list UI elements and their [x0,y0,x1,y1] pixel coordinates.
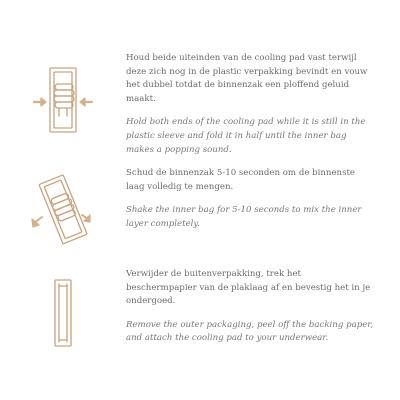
step-1-english: Hold both ends of the cooling pad while it is still in the plastic sleeve and fold it in half until the inner bag makes a popping sound. [126,117,366,155]
shake-pad-icon [28,173,98,253]
step-2-text [126,167,374,231]
step-2-dutch: Schud de binnenzak 5-10 seconden om de binnenste laag volledig te mengen. [126,168,356,192]
step-3-text [126,268,374,346]
fold-pad-icon [28,64,98,144]
step-3-english: Remove the outer packaging, peel off the backing paper, and attach the cooling pad to your underwear. [126,319,374,344]
peel-pad-icon [28,276,98,356]
step-1-text [126,52,374,157]
step-1-dutch: Houd beide uiteinden van de cooling pad vast terwijl deze zich nog in de plastic verpakking bevindt en vouw het dubbel totdat de binnenzak een ploffend geluid maakt. [126,53,368,104]
step-3-dutch: Verwijder de buitenverpakking, trek het beschermpapier van de plaklaag af en bevestig het in je ondergoed. [126,269,371,307]
step-2-english: Shake the inner bag for 5-10 seconds to mix the inner layer completely. [126,205,362,229]
